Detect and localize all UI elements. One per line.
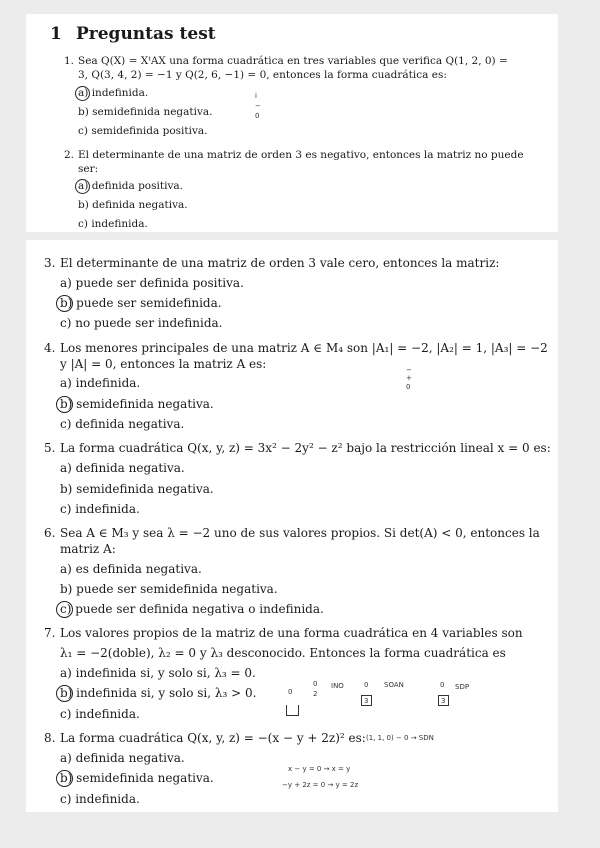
answer-mark-circle: [56, 601, 73, 618]
handwritten-note: −: [406, 366, 412, 374]
answer-mark-circle: [56, 396, 73, 413]
question-text: Los menores principales de una matriz A ∈ M₄ son |A₁| = −2, |A₂| = 1, |A₃| = −2: [60, 341, 548, 355]
question-number: 2.: [64, 149, 75, 161]
handwritten-note: 3: [364, 697, 369, 705]
question-text: La forma cuadrática Q(x, y, z) = 3x² − 2y² − z² bajo la restricción lineal x = 0 es:: [60, 441, 551, 455]
handwritten-note: INO: [331, 682, 344, 690]
question-text: y |A| = 0, entonces la matriz A es:: [60, 357, 267, 371]
handwritten-note: +: [406, 374, 412, 382]
question-number: 8.: [44, 731, 56, 745]
handwritten-note: 0: [406, 383, 411, 391]
handwritten-note: 0: [364, 681, 369, 689]
question-number: 5.: [44, 441, 56, 455]
section-title: Preguntas test: [76, 24, 216, 44]
option-a[interactable]: a) es definida negativa.: [60, 562, 202, 576]
handwritten-note: −: [255, 102, 261, 110]
option-c[interactable]: c) indefinida.: [60, 502, 140, 516]
question-text: ser:: [78, 163, 99, 175]
option-c[interactable]: c) indefinida.: [78, 218, 148, 230]
answer-mark-circle: [75, 86, 90, 101]
section-number: 1: [50, 24, 62, 44]
option-a[interactable]: a) indefinida.: [78, 87, 149, 99]
option-b[interactable]: b) indefinida si, y solo si, λ₃ > 0.: [60, 686, 257, 700]
option-c[interactable]: c) indefinida.: [60, 707, 140, 721]
handwritten-note: SOAN: [384, 681, 404, 689]
question-number: 1.: [64, 55, 75, 67]
question-text: El determinante de una matriz de orden 3 vale cero, entonces la matriz:: [60, 256, 500, 270]
option-c[interactable]: c) indefinida.: [60, 792, 140, 806]
option-b[interactable]: b) puede ser semidefinida negativa.: [60, 582, 278, 596]
question-number: 6.: [44, 526, 56, 540]
question-text: Sea Q(X) = XᵗAX una forma cuadrática en tres variables que verifica Q(1, 2, 0) =: [78, 55, 508, 67]
option-c[interactable]: c) no puede ser indefinida.: [60, 316, 223, 330]
option-a[interactable]: a) definida positiva.: [78, 180, 183, 192]
handwritten-note: 2: [313, 690, 318, 698]
page-sheet-top: [26, 14, 558, 232]
option-b[interactable]: b) semidefinida negativa.: [60, 482, 214, 496]
option-c[interactable]: c) semidefinida positiva.: [78, 125, 208, 137]
answer-mark-circle: [56, 685, 73, 702]
handwritten-note: i: [255, 92, 257, 100]
handwritten-note: x − y = 0 → x = y: [288, 765, 351, 773]
question-number: 7.: [44, 626, 56, 640]
handwritten-note: −y + 2z = 0 → y = 2z: [282, 781, 359, 789]
question-text: La forma cuadrática Q(x, y, z) = −(x − y + 2z)² es:: [60, 731, 366, 745]
section-heading: [50, 24, 216, 44]
option-b[interactable]: b) semidefinida negativa.: [78, 106, 213, 118]
handwritten-note: 0: [313, 680, 318, 688]
answer-mark-circle: [56, 770, 73, 787]
handwritten-note: (1, 1, 0) − 0 → SDN: [366, 734, 434, 742]
answer-mark-circle: [75, 179, 90, 194]
option-b[interactable]: b) definida negativa.: [78, 199, 188, 211]
question-number: 4.: [44, 341, 56, 355]
handwritten-box: [438, 695, 449, 706]
option-c[interactable]: c) definida negativa.: [60, 417, 185, 431]
option-a[interactable]: a) puede ser definida positiva.: [60, 276, 244, 290]
answer-mark-circle: [56, 295, 73, 312]
option-c[interactable]: c) puede ser definida negativa o indefinida.: [60, 602, 324, 616]
option-a[interactable]: a) definida negativa.: [60, 461, 185, 475]
option-b[interactable]: b) semidefinida negativa.: [60, 771, 214, 785]
question-text: El determinante de una matriz de orden 3 es negativo, entonces la matriz no puede: [78, 149, 524, 161]
handwritten-note: 0: [440, 681, 445, 689]
question-text: Sea A ∈ M₃ y sea λ = −2 uno de sus valores propios. Si det(A) < 0, entonces la: [60, 526, 540, 540]
handwritten-box: [286, 705, 299, 716]
question-text: 3, Q(3, 4, 2) = −1 y Q(2, 6, −1) = 0, entonces la forma cuadrática es:: [78, 69, 447, 81]
option-a[interactable]: a) indefinida si, y solo si, λ₃ = 0.: [60, 666, 256, 680]
page-sheet-bottom: [26, 240, 558, 812]
option-b[interactable]: b) puede ser semidefinida.: [60, 296, 222, 310]
option-a[interactable]: a) definida negativa.: [60, 751, 185, 765]
question-text: matriz A:: [60, 542, 116, 556]
handwritten-note: 0: [288, 688, 293, 696]
option-b[interactable]: b) semidefinida negativa.: [60, 397, 214, 411]
question-text: λ₁ = −2(doble), λ₂ = 0 y λ₃ desconocido. Entonces la forma cuadrática es: [60, 646, 506, 660]
handwritten-note: 0: [255, 112, 260, 120]
handwritten-note: SDP: [455, 683, 470, 691]
handwritten-note: 3: [441, 697, 446, 705]
handwritten-box: [361, 695, 372, 706]
question-number: 3.: [44, 256, 56, 270]
option-a[interactable]: a) indefinida.: [60, 376, 141, 390]
question-text: Los valores propios de la matriz de una forma cuadrática en 4 variables son: [60, 626, 523, 640]
